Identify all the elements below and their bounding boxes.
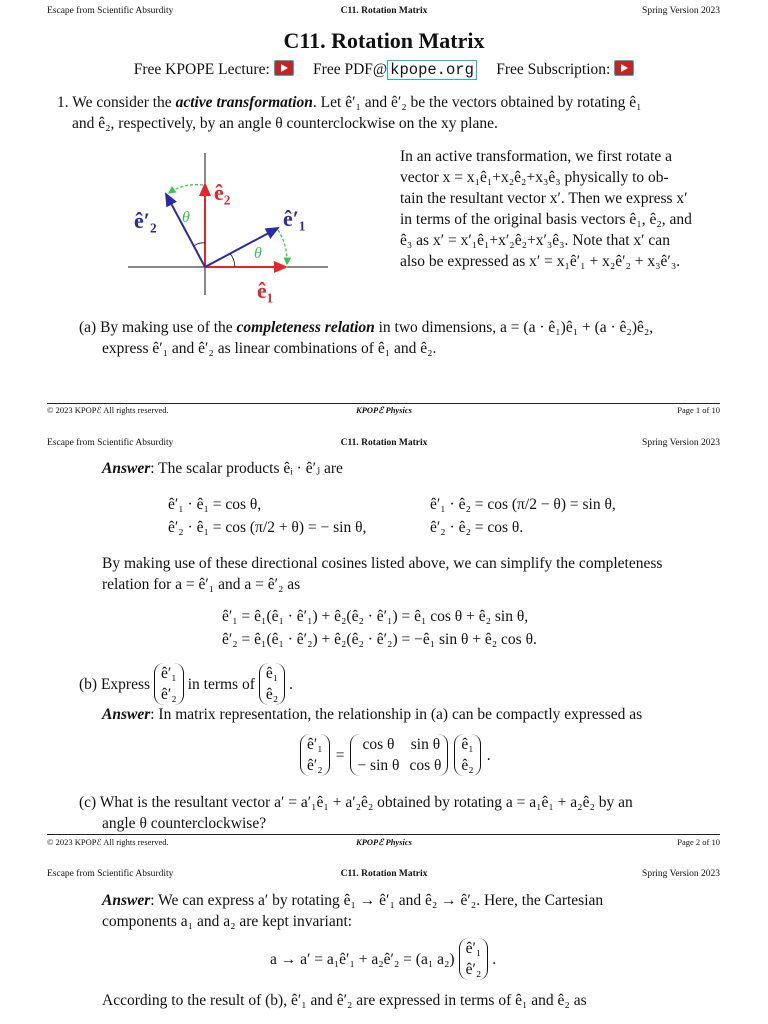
- header-right: Spring Version 2023: [642, 6, 720, 16]
- vector-e: [259, 663, 285, 705]
- header-right: Spring Version 2023: [642, 869, 720, 879]
- rotation-eq: a → a′ = a₁ê′₁ + a₂ê′₂ = (a₁ a₂) ê′₁ ê′₂ .: [270, 940, 497, 978]
- vec-entry: ê′₂: [307, 757, 323, 774]
- header-left: Escape from Scientific Absurdity: [47, 438, 174, 448]
- theta-label-1: θ: [254, 245, 262, 262]
- vec-entry: ê₁: [265, 665, 279, 682]
- youtube-subscribe-icon[interactable]: [614, 60, 634, 76]
- question-c-line1: (c) What is the resultant vector a′ = a′₁ê₁ + a′₂ê₂ obtained by rotating a = a₁ê₁ + a₂ê₂ by an: [79, 794, 633, 811]
- vec-entry: ê₂: [461, 757, 474, 774]
- question-1: [57, 92, 725, 113]
- youtube-icon[interactable]: [274, 60, 294, 76]
- vec-entry: ê′₂: [161, 686, 177, 703]
- e1p-arrow: [205, 228, 278, 267]
- vector-eprime: [154, 663, 184, 705]
- angle-arc-1: [230, 254, 235, 267]
- qa-text-a: (a) By making use of the: [79, 319, 237, 336]
- e2p-arrow: [166, 194, 205, 267]
- side-paragraph: [400, 146, 722, 272]
- dot-eq-1: ê′₁ · ê₁ = cos θ,: [168, 496, 262, 513]
- footer-center-1: KPOPℰ Physics: [356, 405, 412, 415]
- last-line: According to the result of (b), ê′₁ and ê′₂ are expressed in terms of ê₁ and ê₂ as: [102, 992, 587, 1009]
- e2-label: ê₂: [214, 180, 231, 205]
- answer-b: [102, 704, 722, 725]
- answer-label: Answer: [102, 706, 151, 723]
- question-a: [79, 317, 724, 338]
- footer-page-1: Page 1 of 10: [677, 405, 720, 415]
- q1-text-c: . Let ê′₁ and ê′₂ be the vectors obtained by rotating ê₁: [312, 94, 642, 111]
- footer-rule-1: [47, 403, 720, 404]
- side-line: also be expressed as x′ = x₁ê′₁ + x₂ê′₂ + x₃ê′₃.: [400, 253, 681, 270]
- matrix-entry: sin θ: [410, 736, 441, 753]
- rotation-eq-text: a → a′ = a₁ê′₁ + a₂ê′₂ = (a₁ a₂): [270, 950, 455, 968]
- qa-line2: express ê′₁ and ê′₂ as linear combinations of ê₁ and ê₂.: [102, 340, 437, 357]
- qb-text-a: (b) Express: [79, 675, 151, 693]
- footer-page-2: Page 2 of 10: [677, 837, 720, 847]
- header-right: Spring Version 2023: [642, 438, 720, 448]
- rotation-matrix: [350, 734, 448, 776]
- theta-label-2: θ: [182, 209, 190, 226]
- rotation-figure: [128, 150, 338, 305]
- side-line: tain the resultant vector x′. Then we express x′: [400, 190, 688, 207]
- header-center: C11. Rotation Matrix: [340, 438, 428, 448]
- pdf-link[interactable]: kpope.org: [387, 60, 477, 80]
- footer-center-2: KPOPℰ Physics: [356, 837, 412, 847]
- header-left: Escape from Scientific Absurdity: [47, 6, 174, 16]
- footer-rule-2: [47, 834, 720, 835]
- matrix-equation: ê′₁ ê′₂ = cos θ sin θ − sin θ cos θ ê₁ ê₂ .: [300, 734, 491, 776]
- angle-arc-2: [194, 243, 205, 246]
- comp-eq-2: ê′₂ = ê₁(ê₁ · ê′₂) + ê₂(ê₂ · ê′₂) = −ê₁ sin θ + ê₂ cos θ.: [222, 631, 537, 648]
- vec-entry: ê₁: [461, 736, 474, 753]
- vec-entry: ê′₂: [465, 961, 482, 978]
- q1-line2: and ê₂, respectively, by an angle θ counterclockwise on the xy plane.: [72, 115, 498, 132]
- matrix-entry: cos θ: [409, 757, 442, 774]
- q1-text-a: 1. We consider the: [57, 94, 176, 111]
- page-title: C11. Rotation Matrix: [283, 28, 485, 53]
- qb-text-b: in terms of: [187, 675, 255, 693]
- matrix-entry: cos θ: [362, 736, 395, 753]
- vec-entry: ê′₁: [465, 940, 482, 957]
- q1-emph: active transformation: [175, 94, 313, 111]
- pdf-label: Free PDF@: [313, 61, 388, 78]
- footer-left-1: © 2023 KPOPℰ All rights reserved.: [47, 405, 169, 415]
- comp-eq-1: ê′₁ = ê₁(ê₁ · ê′₁) + ê₂(ê₂ · ê′₁) = ê₁ cos θ + ê₂ sin θ,: [222, 608, 529, 625]
- answer-a-text: : The scalar products êᵢ · ê′ⱼ are: [150, 460, 343, 477]
- dot-eq-3: ê′₁ · ê₂ = cos (π/2 − θ) = sin θ,: [430, 496, 616, 513]
- vec-entry: ê′₁: [307, 736, 323, 753]
- dot-eq-4: ê′₂ · ê₂ = cos θ.: [430, 519, 524, 536]
- vec-entry: ê′₁: [161, 665, 177, 682]
- dot-eq-2: ê′₂ · ê₁ = cos (π/2 + θ) = − sin θ,: [168, 519, 367, 536]
- simplify-line2: relation for a = ê′₁ and a = ê′₂ as: [102, 576, 301, 593]
- side-line: ê₃ as x′ = x′₁ê₁+x′₂ê₂+x′₃ê₃. Note that x′ can: [400, 232, 670, 249]
- e1p-label: ê′₁: [283, 206, 306, 231]
- side-line: vector x = x₁ê₁+x₂ê₂+x₃ê₃ physically to ob-: [400, 169, 669, 186]
- e1-label: ê₁: [257, 278, 274, 303]
- header-center: C11. Rotation Matrix: [340, 869, 428, 879]
- subscription-label: Free Subscription:: [496, 61, 611, 78]
- answer-label: Answer: [102, 460, 151, 477]
- lecture-label: Free KPOPE Lecture:: [133, 61, 270, 78]
- answer-b-text: : In matrix representation, the relationship in (a) can be compactly expressed as: [150, 706, 643, 723]
- question-b: (b) Express ê′₁ ê′₂ in terms of ê₁ ê₂ .: [79, 665, 294, 703]
- header-left: Escape from Scientific Absurdity: [47, 869, 174, 879]
- rotation-arc-2: [169, 185, 203, 193]
- answer-a: [102, 458, 722, 479]
- answer-c-line2: components a₁ and a₂ are kept invariant:: [102, 913, 353, 930]
- e2p-label: ê′₂: [134, 208, 157, 233]
- question-c-line2: angle θ counterclockwise?: [102, 815, 267, 832]
- links-row: [0, 59, 768, 81]
- qa-emph: completeness relation: [236, 319, 375, 336]
- answer-c: [102, 890, 722, 911]
- side-line: In an active transformation, we first rotate a: [400, 148, 672, 165]
- footer-left-2: © 2023 KPOPℰ All rights reserved.: [47, 837, 169, 847]
- matrix-entry: − sin θ: [357, 757, 400, 774]
- vector-eprime: [459, 938, 489, 980]
- side-line: in terms of the original basis vectors ê₁, ê₂, and: [400, 211, 692, 228]
- vec-entry: ê₂: [265, 686, 279, 703]
- vector-eprime: [300, 734, 330, 776]
- header-center: C11. Rotation Matrix: [340, 6, 428, 16]
- simplify-line1: By making use of these directional cosines listed above, we can simplify the completeness: [102, 555, 663, 572]
- answer-label: Answer: [102, 892, 151, 909]
- vector-e: [454, 734, 480, 776]
- answer-c-text: : We can express a′ by rotating ê₁ → ê′₁ and ê₂ → ê′₂. Here, the Cartesian: [150, 892, 604, 909]
- qa-text-c: in two dimensions, a = (a · ê₁)ê₁ + (a · ê₂)ê₂,: [374, 319, 654, 336]
- rotation-arc-1: [278, 230, 287, 264]
